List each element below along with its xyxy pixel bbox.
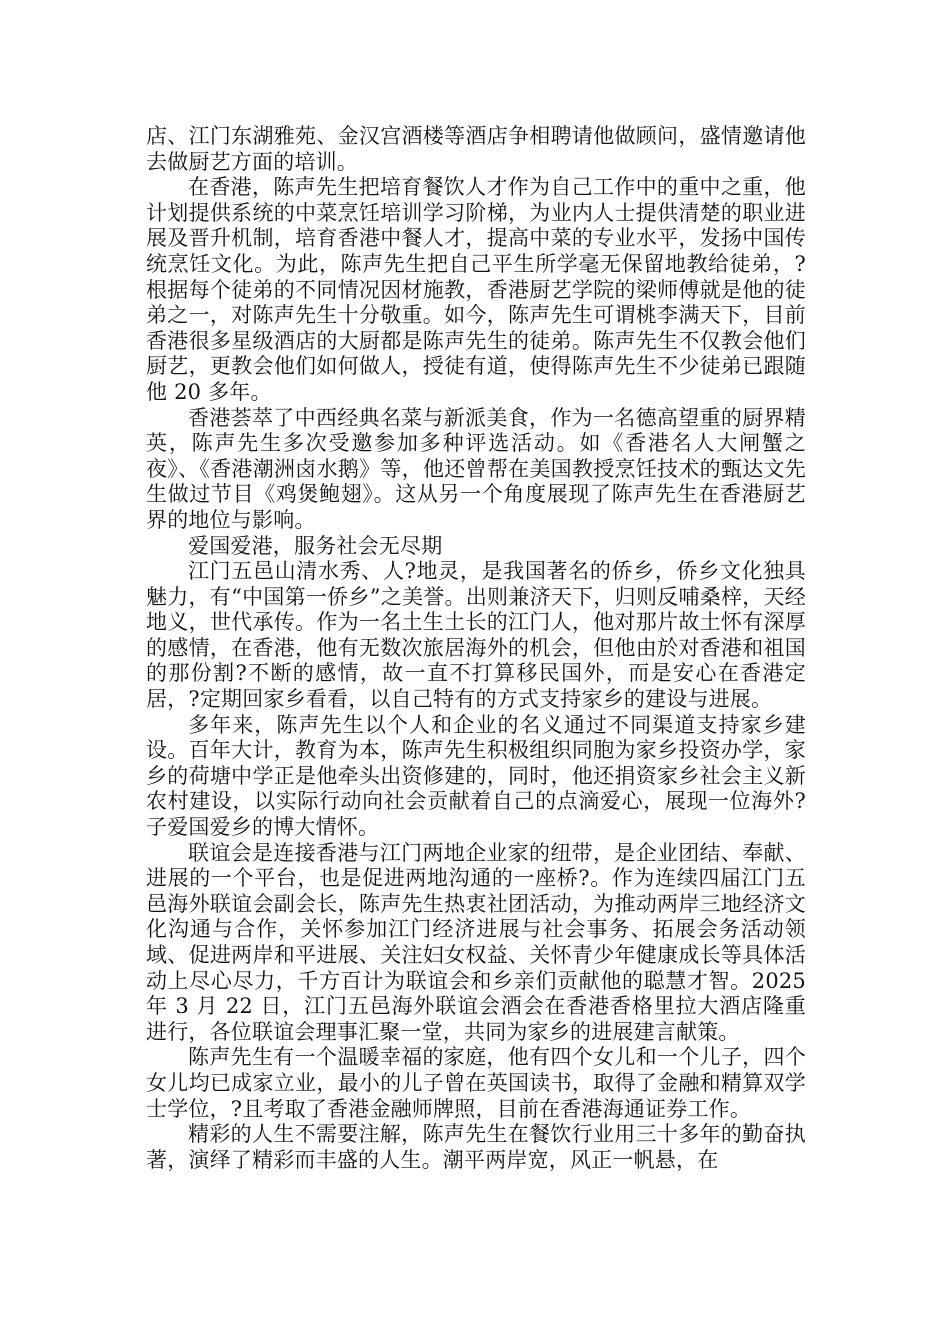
paragraph-1: 店、江门东湖雅苑、金汉宫酒楼等酒店争相聘请他做顾问，盛情邀请他去做厨艺方面的培训。 — [146, 124, 806, 174]
paragraph-4: 江门五邑山清水秀、人?地灵，是我国著名的侨乡，侨乡文化独具魅力，有“中国第一侨乡”之美誉。出则兼济天下，归则反哺桑梓，天经地义，世代承传。作为一名土生土长的江门人，他对那片故土怀有深厚的感情，在香港，他有无数次旅居海外的机会，但他由於对香港和祖国的那份割?不断的感情，故一直不打算移民国外，而是安心在香港定居，?定期回家乡看看，以自己特有的方式支持家乡的建设与进展。 — [146, 559, 806, 712]
paragraph-7: 陈声先生有一个温暖幸福的家庭，他有四个女儿和一个儿子，四个女儿均已成家立业，最小的儿子曾在英国读书，取得了金融和精算双学士学位，?且考取了香港金融师牌照，目前在香港海通证券工作。 — [146, 1045, 806, 1121]
paragraph-8: 精彩的人生不需要注解，陈声先生在餐饮行业用三十多年的勤奋执著，演绎了精彩而丰盛的人生。潮平两岸宽，风正一帆悬，在 — [146, 1122, 806, 1172]
section-heading: 爱国爱港，服务社会无尽期 — [188, 533, 443, 558]
paragraph-5: 多年来，陈声先生以个人和企业的名义通过不同渠道支持家乡建设。百年大计，教育为本，陈声先生积极组织同胞为家乡投资办学，家乡的荷塘中学正是他牵头出资修建的，同时，他还捐资家乡社会主义新农村建设，以实际行动向社会贡献着自己的点滴爱心，展现一位海外?子爱国爱乡的博大情怀。 — [146, 712, 806, 840]
article-body — [146, 124, 806, 1173]
paragraph-2: 在香港，陈声先生把培育餐饮人才作为自己工作中的重中之重，他计划提供系统的中菜烹饪培训学习阶梯，为业内人士提供清楚的职业进展及晋升机制，培育香港中餐人才，提高中菜的专业水平，发扬中国传统烹饪文化。为此，陈声先生把自己平生所学毫无保留地教给徒弟，?根据每个徒弟的不同情况因材施教，香港厨艺学院的梁师傅就是他的徒弟之一，对陈声先生十分敬重。如今，陈声先生可谓桃李满天下，目前香港很多星级酒店的大厨都是陈声先生的徒弟。陈声先生不仅教会他们厨艺，更教会他们如何做人，授徒有道，使得陈声先生不少徒弟已跟随他 20 多年。 — [146, 175, 806, 404]
paragraph-3: 香港荟萃了中西经典名菜与新派美食，作为一名德高望重的厨界精英，陈声先生多次受邀参加多种评选活动。如《香港名人大闸蟹之夜》、《香港潮洲卤水鹅》等，他还曾帮在美国教授烹饪技术的甄达文先生做过节目《鸡煲鲍翅》。这从另一个角度展现了陈声先生在香港厨艺界的地位与影响。 — [146, 405, 806, 532]
paragraph-6: 联谊会是连接香港与江门两地企业家的纽带，是企业团结、奉献、进展的一个平台，也是促进两地沟通的一座桥?。作为连续四届江门五邑海外联谊会副会长，陈声先生热衷社团活动，为推动两岸三地经济文化沟通与合作，关怀参加江门经济进展与社会事务、拓展会务活动领域、促进两岸和平进展、关注妇女权益、关怀青少年健康成长等具体活动上尽心尽力，千方百计为联谊会和乡亲们贡献他的聪慧才智。2025 年 3 月 22 日，江门五邑海外联谊会酒会在香港香格里拉大酒店隆重进行，各位联谊会理事汇聚一堂，共同为家乡的进展建言献策。 — [146, 840, 806, 1044]
